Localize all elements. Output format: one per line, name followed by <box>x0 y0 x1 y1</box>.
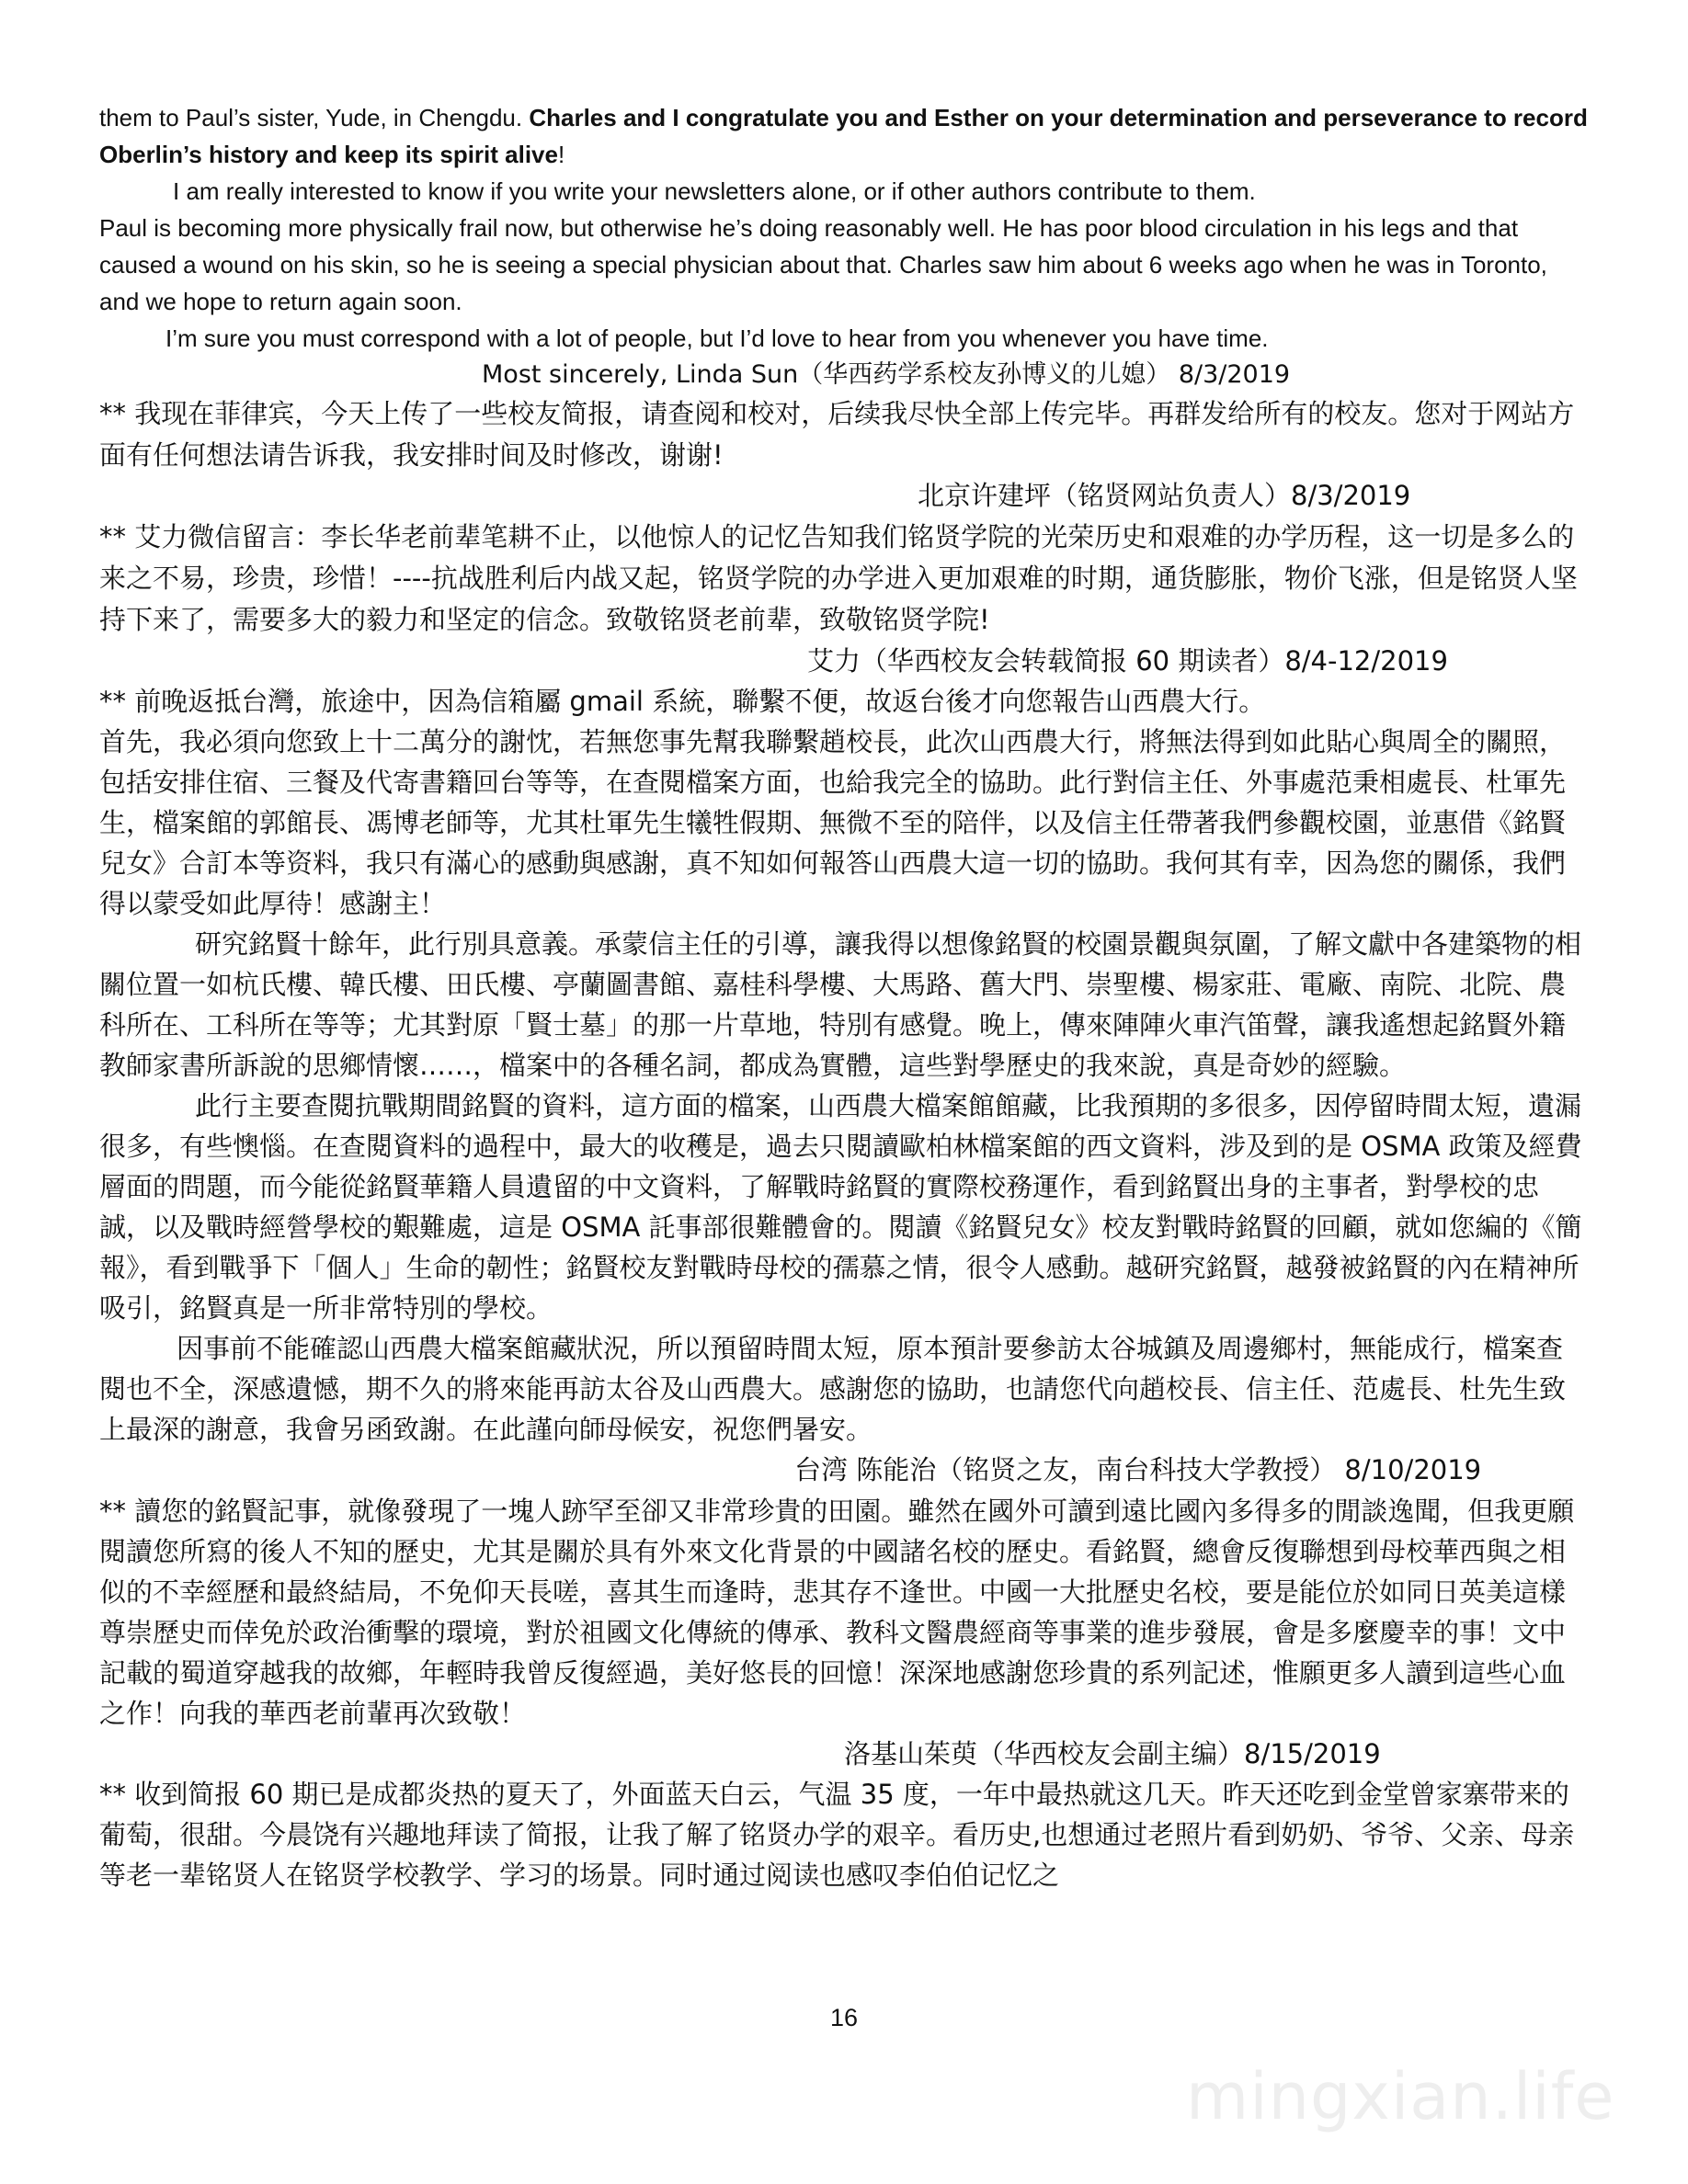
letter1-text: them to Paul’s sister, Yude, in Chengdu. <box>99 104 530 131</box>
letter4-paragraph1: ** 前晚返抵台灣，旅途中，因為信箱屬 gmail 系統，聯繫不便，故返台後才向您報告山西農大行。 <box>99 686 1266 717</box>
letter4-paragraph2: 首先，我必須向您致上十二萬分的謝忱，若無您事先幫我聯繫趙校長，此次山西農大行，將無法得到如此貼心與周全的關照，包括安排住宿、三餐及代寄書籍回台等等，在查閱檔案方面，也給我完全的協助。此行對信主任、外事處范秉相處長、杜軍先生，檔案館的郭館長、馮博老師等，尤其杜軍先生犧牲假期、無微不至的陪伴，以及信主任帶著我們參觀校園，並惠借《銘賢兒女》合訂本等资料，我只有滿心的感動與感謝，真不知如何報答山西農大這一切的協助。我何其有幸，因為您的關係，我們得以蒙受如此厚待！感謝主！ <box>99 726 1567 919</box>
letter2-signature: 北京许建坪（铭贤网站负责人）8/3/2019 <box>918 480 1411 511</box>
letter2-body: ** 我现在菲律宾，今天上传了一些校友简报，请查阅和校对，后续我尽快全部上传完毕。再群发给所有的校友。您对于网站方面有任何想法请告诉我，我安排时间及时修改，谢谢! <box>99 398 1575 471</box>
letter1-paragraph4: I’m sure you must correspond with a lot of people, but I’d love to hear from you whenever you have time. <box>165 324 1269 352</box>
letter5-body: ** 讀您的銘賢記事，就像發現了一塊人跡罕至卻又非常珍貴的田園。雖然在國外可讀到遠比國內多得多的閒談逸聞，但我更願閱讀您所寫的後人不知的歷史，尤其是關於具有外來文化背景的中國諸名校的歷史。看銘賢，總會反復聯想到母校華西與之相似的不幸經歷和最終結局，不免仰天長嗟，喜其生而逢時，悲其存不逢世。中國一大批歷史名校，要是能位於如同日英美這樣尊崇歷史而倖免於政治衝擊的環境，對於祖國文化傳統的傳承、教科文醫農經商等事業的進步發展，會是多麼慶幸的事！文中記載的蜀道穿越我的故鄉，年輕時我曾反復經過，美好悠長的回憶！深深地感謝您珍貴的系列記述，惟願更多人讀到這些心血之作！向我的華西老前輩再次致敬！ <box>99 1495 1575 1729</box>
letter1-paragraph2: I am really interested to know if you write your newsletters alone, or if other authors contribute to them. <box>173 177 1256 205</box>
letter4-signature: 台湾 陈能治（铭贤之友，南台科技大学教授） 8/10/2019 <box>794 1454 1482 1485</box>
letter6-body: ** 收到简报 60 期已是成都炎热的夏天了，外面蓝天白云，气温 35 度，一年中最热就这几天。昨天还吃到金堂曾家寨带来的葡萄，很甜。今晨饶有兴趣地拜读了简报，让我了解了铭贤办学的艰辛。看历史,也想通过老照片看到奶奶、爷爷、父亲、母亲等老一辈铭贤人在铭贤学校教学、学习的场景。同时通过阅读也感叹李伯伯记忆之 <box>99 1779 1575 1891</box>
letter1-signature: Most sincerely, Linda Sun（华西药学系校友孙博义的儿媳） 8/3/2019 <box>482 360 1291 389</box>
letter3-signature: 艾力（华西校友会转载简报 60 期读者）8/4-12/2019 <box>807 644 1448 677</box>
letter1-paragraph3: Paul is becoming more physically frail now, but otherwise he’s doing reasonably well. He has poor blood circulation in his legs and that caused a wound on his skin, so he is seeing a special physician about that. Charles saw him about 6 weeks ago when he was in Toronto, and we hope to return again soon. <box>99 214 1547 315</box>
page-number: 16 <box>829 2004 859 2031</box>
letter1-paragraph1 <box>99 99 1589 173</box>
page-content <box>99 99 1589 1895</box>
letter4-paragraph3: 研究銘賢十餘年，此行別具意義。承蒙信主任的引導，讓我得以想像銘賢的校園景觀與氛圍，了解文獻中各建築物的相關位置一如杭氏樓、韓氏樓、田氏樓、亭蘭圖書館、嘉桂科學樓、大馬路、舊大門、崇聖樓、楊家莊、電廠、南院、北院、農科所在、工科所在等等；尤其對原「賢士墓」的那一片草地，特別有感覺。晚上，傳來陣陣火車汽笛聲，讓我遙想起銘賢外籍教師家書所訴說的思鄉情懷……，檔案中的各種名詞，都成為實體，這些對學歷史的我來說，真是奇妙的經驗。 <box>99 928 1582 1081</box>
watermark: mingxian.life <box>1186 2059 1615 2134</box>
letter4-paragraph4: 此行主要查閱抗戰期間銘賢的資料，這方面的檔案，山西農大檔案館館藏，比我預期的多很多，因停留時間太短，遺漏很多，有些懊惱。在查閱資料的過程中，最大的收穫是，過去只閱讀歐柏林檔案館的西文資料，涉及到的是 OSMA 政策及經費層面的問題，而今能從銘賢華籍人員遺留的中文資料，了解戰時銘賢的實際校務運作，看到銘賢出身的主事者，對學校的忠誠，以及戰時經營學校的艱難處，這是 OSMA 託事部很難體會的。閱讀《銘賢兒女》校友對戰時銘賢的回顧，就如您編的《簡報》，看到戰爭下「個人」生命的韌性；銘賢校友對戰時母校的孺慕之情，很令人感動。越研究銘賢，越發被銘賢的內在精神所吸引，銘賢真是一所非常特別的學校。 <box>99 1090 1582 1324</box>
letter4-paragraph5: 因事前不能確認山西農大檔案館藏狀況，所以預留時間太短，原本預計要參訪太谷城鎮及周邊鄉村，無能成行，檔案查閱也不全，深感遺憾，期不久的將來能再訪太谷及山西農大。感謝您的協助，也請您代向趙校長、信主任、范處長、杜先生致上最深的謝意，我會另函致謝。在此謹向師母候安，祝您們暑安。 <box>99 1333 1567 1445</box>
letter1-end: ! <box>557 141 565 168</box>
letter3-body: ** 艾力微信留言：李长华老前辈笔耕不止，以他惊人的记忆告知我们铭贤学院的光荣历史和艰难的办学历程，这一切是多么的来之不易，珍贵，珍惜！----抗战胜利后内战又起，铭贤学院的办学进入更加艰难的时期，通货膨胀，物价飞涨，但是铭贤人坚持下来了，需要多大的毅力和坚定的信念。致敬铭贤老前辈，致敬铭贤学院! <box>99 520 1578 635</box>
letter1-bold-text: Charles and I congratulate you and Esther on your determination and perseverance to record Oberlin’s history and keep its spirit alive <box>99 104 1588 168</box>
letter5-signature: 洛基山茱萸（华西校友会副主编）8/15/2019 <box>844 1737 1381 1769</box>
